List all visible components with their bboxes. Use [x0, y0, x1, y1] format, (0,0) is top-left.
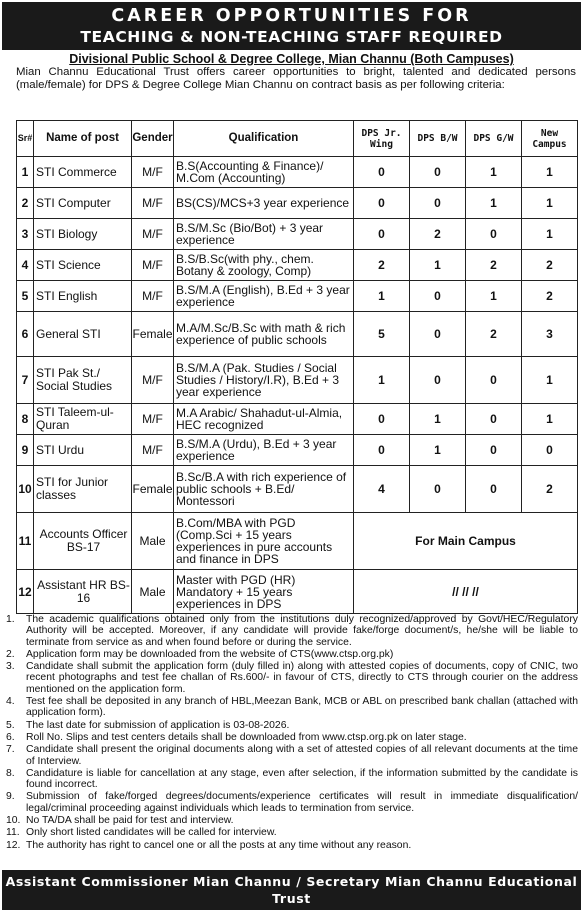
note-text: Candidate shall submit the application form (duly filled in) along with attested copies of documents, copy of CNIC, two recent photographs and test fee challan of Rs.600/- in favour of CTS, directly to CTS through courier on the address mentioned on the application form. — [26, 661, 578, 695]
row-gender: M/F — [132, 219, 174, 250]
row-new-campus: 2 — [522, 466, 578, 513]
row-dps-jr-wing: 0 — [354, 219, 410, 250]
row-gender: Female — [132, 466, 174, 513]
row-sr: 2 — [17, 188, 34, 219]
row-sr: 4 — [17, 250, 34, 281]
note-number: 8. — [6, 767, 15, 779]
note-text: Submission of fake/forged degrees/documents/experience certificates will result in immediate disqualification/ legal/criminal proceeding against individuals which leads to termination from service. — [26, 791, 578, 814]
note-text: Only short listed candidates will be called for interview. — [26, 827, 277, 839]
row-dps-gw: 0 — [466, 404, 522, 435]
table-row — [17, 250, 578, 281]
row-post-name: STI Pak St./ Social Studies — [34, 357, 132, 404]
row-dps-gw: 2 — [466, 250, 522, 281]
row-dps-gw: 1 — [466, 281, 522, 312]
row-post-name: General STI — [34, 312, 132, 357]
row-qualification: B.S(Accounting & Finance)/ M.Com (Accounting) — [174, 157, 354, 188]
table-row — [17, 466, 578, 513]
row-dps-bw: 0 — [410, 466, 466, 513]
row-new-campus: 1 — [522, 188, 578, 219]
row-gender: Male — [132, 570, 174, 614]
header-title-line1: CAREER OPPORTUNITIES FOR — [111, 6, 472, 26]
row-qualification: BS(CS)/MCS+3 year experience — [174, 188, 354, 219]
row-qualification: M.A Arabic/ Shahadut-ul-Almia, HEC recognized — [174, 404, 354, 435]
row-post-name: Assistant HR BS-16 — [34, 570, 132, 614]
row-dps-jr-wing: 2 — [354, 250, 410, 281]
list-item — [6, 661, 578, 695]
row-sr: 9 — [17, 435, 34, 466]
row-sr: 12 — [17, 570, 34, 614]
table-header-row — [17, 121, 578, 157]
row-new-campus: 3 — [522, 312, 578, 357]
list-item — [6, 791, 578, 814]
note-number: 6. — [6, 731, 15, 743]
row-post-name: STI Science — [34, 250, 132, 281]
row-post-name: STI Biology — [34, 219, 132, 250]
header-dps-bw: DPS B/W — [410, 121, 466, 157]
row-new-campus: 1 — [522, 357, 578, 404]
row-dps-gw: 0 — [466, 219, 522, 250]
row-post-name: STI Computer — [34, 188, 132, 219]
header-new-campus: New Campus — [522, 121, 578, 157]
table-row — [17, 570, 578, 614]
note-text: Candidature is liable for cancellation at any stage, even after selection, if the information submitted by the candidate is found incorrect. — [26, 767, 578, 791]
header-dps-jr-wing: DPS Jr. Wing — [354, 121, 410, 157]
table-row — [17, 219, 578, 250]
row-post-name: STI Taleem-ul-Quran — [34, 404, 132, 435]
list-item — [6, 744, 578, 767]
row-dps-gw: 2 — [466, 312, 522, 357]
row-dps-bw: 2 — [410, 219, 466, 250]
table-row — [17, 281, 578, 312]
note-number: 4. — [6, 696, 15, 708]
row-new-campus: 1 — [522, 157, 578, 188]
note-number: 5. — [6, 719, 15, 731]
row-gender: M/F — [132, 157, 174, 188]
row-dps-bw: 0 — [410, 157, 466, 188]
row-qualification: B.S/M.Sc (Bio/Bot) + 3 year experience — [174, 219, 354, 250]
row-campus-note: For Main Campus — [354, 513, 578, 570]
note-text: Roll No. Slips and test centers details shall be downloaded from www.ctsp.org.pk on later stage. — [26, 731, 467, 743]
row-dps-bw: 1 — [410, 435, 466, 466]
row-post-name: STI English — [34, 281, 132, 312]
header-gender: Gender — [132, 121, 174, 157]
row-dps-gw: 0 — [466, 435, 522, 466]
note-text: The academic qualifications obtained only from the institutions duly recognized/approved by Govt/HEC/Regulatory Authority will be accepted. Moreover, if any candidate will provide fake/forge document/s, he/she will be liable to terminate from service as and when found before or during the service. — [26, 614, 578, 648]
footer-authority: Assistant Commissioner Mian Channu / Secretary Mian Channu Educational Trust — [5, 874, 578, 906]
table-row — [17, 435, 578, 466]
row-gender: M/F — [132, 435, 174, 466]
header-title-line2: TEACHING & NON-TEACHING STAFF REQUIRED — [80, 28, 503, 46]
row-gender: M/F — [132, 404, 174, 435]
row-dps-jr-wing: 1 — [354, 357, 410, 404]
row-dps-gw: 0 — [466, 466, 522, 513]
list-item — [6, 827, 578, 838]
row-gender: Female — [132, 312, 174, 357]
row-campus-note: // // // — [354, 570, 578, 614]
row-dps-jr-wing: 0 — [354, 435, 410, 466]
row-qualification: B.Sc/B.A with rich experience of public schools + B.Ed/ Montessori — [174, 466, 354, 513]
row-dps-gw: 1 — [466, 188, 522, 219]
header-qualification: Qualification — [174, 121, 354, 157]
row-qualification: B.S/M.A (Pak. Studies / Social Studies / History/I.R), B.Ed + 3 year experience — [174, 357, 354, 404]
row-qualification: M.A/M.Sc/B.Sc with math & rich experience of public schools — [174, 312, 354, 357]
list-item — [6, 732, 578, 743]
note-text: Application form may be downloaded from the website of CTS(www.ctsp.org.pk) — [26, 648, 394, 660]
row-dps-gw: 0 — [466, 357, 522, 404]
row-sr: 5 — [17, 281, 34, 312]
row-dps-bw: 0 — [410, 312, 466, 357]
row-qualification: B.S/M.A (Urdu), B.Ed + 3 year experience — [174, 435, 354, 466]
row-post-name: STI Urdu — [34, 435, 132, 466]
row-dps-bw: 0 — [410, 188, 466, 219]
note-number: 9. — [6, 791, 15, 803]
table-row — [17, 357, 578, 404]
note-number: 11. — [6, 827, 20, 839]
row-dps-jr-wing: 5 — [354, 312, 410, 357]
row-post-name: STI Commerce — [34, 157, 132, 188]
header-name: Name of post — [34, 121, 132, 157]
row-dps-bw: 0 — [410, 357, 466, 404]
table-row — [17, 404, 578, 435]
row-qualification: Master with PGD (HR) Mandatory + 15 years experiences in DPS — [174, 570, 354, 614]
posts-table — [16, 120, 578, 614]
row-dps-jr-wing: 1 — [354, 281, 410, 312]
list-item — [6, 649, 578, 660]
row-dps-bw: 0 — [410, 281, 466, 312]
institution-subtitle: Divisional Public School & Degree College, Mian Channu (Both Campuses) — [69, 52, 514, 66]
row-gender: M/F — [132, 188, 174, 219]
list-item — [6, 840, 578, 851]
note-text: The authority has right to cancel one or all the posts at any time without any reason. — [26, 839, 412, 851]
row-dps-jr-wing: 0 — [354, 404, 410, 435]
header-banner — [2, 2, 581, 50]
row-sr: 10 — [17, 466, 34, 513]
note-number: 12. — [6, 839, 21, 851]
table-row — [17, 513, 578, 570]
list-item — [6, 815, 578, 826]
table-row — [17, 312, 578, 357]
list-item — [6, 768, 578, 791]
conditions-list — [6, 614, 578, 852]
row-dps-bw: 1 — [410, 404, 466, 435]
row-new-campus: 2 — [522, 250, 578, 281]
note-number: 2. — [6, 648, 15, 660]
footer-banner — [2, 870, 581, 923]
row-qualification: B.Com/MBA with PGD (Comp.Sci + 15 years experiences in pure accounts and finance in DPS — [174, 513, 354, 570]
row-dps-gw: 1 — [466, 157, 522, 188]
row-sr: 11 — [17, 513, 34, 570]
row-gender: M/F — [132, 281, 174, 312]
row-new-campus: 2 — [522, 281, 578, 312]
note-text: The last date for submission of application is 03-08-2026. — [26, 719, 290, 731]
row-post-name: STI for Junior classes — [34, 466, 132, 513]
row-post-name: Accounts Officer BS-17 — [34, 513, 132, 570]
row-sr: 8 — [17, 404, 34, 435]
note-text: No TA/DA shall be paid for test and interview. — [26, 815, 234, 827]
note-number: 10. — [6, 815, 21, 827]
intro-paragraph: Mian Channu Educational Trust offers career opportunities to bright, talented and dedicated persons (male/female) for DPS & Degree College Mian Channu on contract basis as per following criteria: — [16, 66, 576, 91]
row-dps-jr-wing: 0 — [354, 188, 410, 219]
footer-contact: Contact # 065-2661678, 2663678 — [164, 908, 419, 923]
row-gender: M/F — [132, 250, 174, 281]
row-sr: 7 — [17, 357, 34, 404]
row-sr: 3 — [17, 219, 34, 250]
table-row — [17, 188, 578, 219]
header-sr: Sr# — [17, 121, 34, 157]
row-dps-jr-wing: 4 — [354, 466, 410, 513]
row-gender: M/F — [132, 357, 174, 404]
list-item — [6, 614, 578, 648]
row-new-campus: 0 — [522, 435, 578, 466]
note-number: 1. — [6, 614, 15, 625]
row-new-campus: 1 — [522, 219, 578, 250]
row-dps-bw: 1 — [410, 250, 466, 281]
note-text: Test fee shall be deposited in any branch of HBL,Meezan Bank, MCB or ABL on prescribed bank challan (attached with application form). — [26, 696, 578, 719]
list-item — [6, 696, 578, 719]
row-qualification: B.S/M.A (English), B.Ed + 3 year experience — [174, 281, 354, 312]
row-sr: 1 — [17, 157, 34, 188]
table-row — [17, 157, 578, 188]
note-number: 3. — [6, 661, 15, 673]
row-sr: 6 — [17, 312, 34, 357]
header-dps-gw: DPS G/W — [466, 121, 522, 157]
note-number: 7. — [6, 744, 15, 756]
row-gender: Male — [132, 513, 174, 570]
row-qualification: B.S/B.Sc(with phy., chem. Botany & zoology, Comp) — [174, 250, 354, 281]
note-text: Candidate shall present the original documents along with a set of attested copies of all relevant documents at the time of Interview. — [26, 744, 578, 767]
row-dps-jr-wing: 0 — [354, 157, 410, 188]
list-item — [6, 720, 578, 731]
row-new-campus: 1 — [522, 404, 578, 435]
